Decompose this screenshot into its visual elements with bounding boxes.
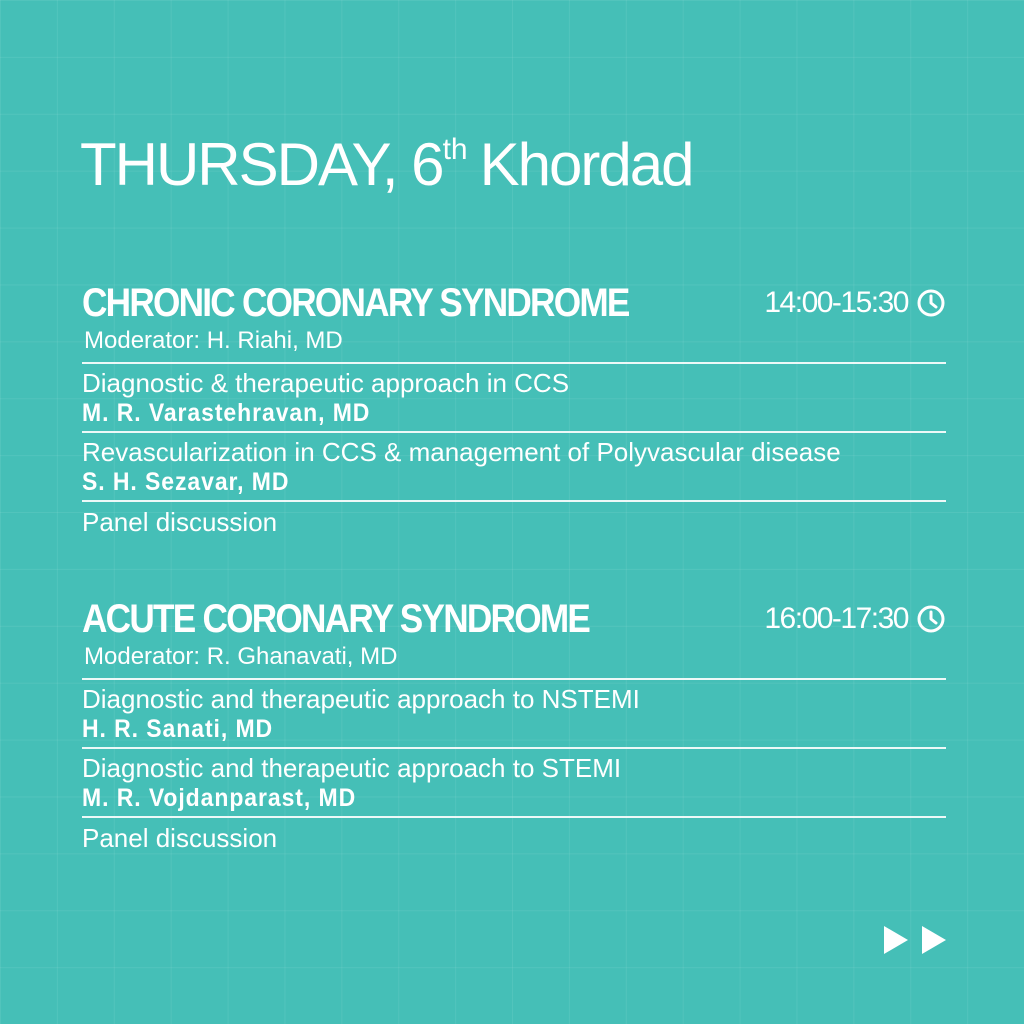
session-header — [82, 280, 946, 326]
session-moderator: Moderator: R. Ghanavati, MD — [84, 643, 398, 670]
clock-icon — [916, 604, 946, 634]
talk-title: Diagnostic and therapeutic approach to STEMI — [82, 753, 622, 783]
session-acute-coronary-syndrome — [82, 596, 946, 854]
talk-item — [82, 431, 946, 500]
clock-icon — [916, 288, 946, 318]
panel-discussion: Panel discussion — [82, 816, 946, 854]
page-title-ordinal: th — [442, 133, 468, 166]
talk-speaker: S. H. Sezavar, MD — [82, 468, 290, 496]
session-time — [764, 284, 946, 322]
page-title — [80, 128, 692, 213]
panel-discussion: Panel discussion — [82, 500, 946, 538]
talk-item — [82, 678, 946, 747]
session-title: ACUTE CORONARY SYNDROME — [82, 597, 590, 641]
talk-speaker: H. R. Sanati, MD — [82, 715, 274, 743]
session-time-text: 16:00-17:30 — [764, 602, 908, 635]
session-moderator: Moderator: H. Riahi, MD — [84, 327, 343, 354]
talk-item — [82, 747, 946, 816]
page-title-month: Khordad — [479, 131, 693, 198]
session-chronic-coronary-syndrome — [82, 280, 946, 538]
page-title-day: THURSDAY, 6 — [80, 131, 443, 198]
fast-forward-icon[interactable] — [882, 924, 950, 956]
talk-title: Diagnostic & therapeutic approach in CCS — [82, 368, 570, 398]
talk-title: Revascularization in CCS & management of Polyvascular disease — [82, 437, 841, 467]
talk-speaker: M. R. Varastehravan, MD — [82, 399, 371, 427]
talk-item — [82, 362, 946, 431]
session-title: CHRONIC CORONARY SYNDROME — [82, 281, 629, 325]
session-time — [764, 600, 946, 638]
talk-title: Diagnostic and therapeutic approach to NSTEMI — [82, 684, 640, 714]
talk-speaker: M. R. Vojdanparast, MD — [82, 784, 357, 812]
session-time-text: 14:00-15:30 — [764, 286, 908, 319]
session-header — [82, 596, 946, 642]
